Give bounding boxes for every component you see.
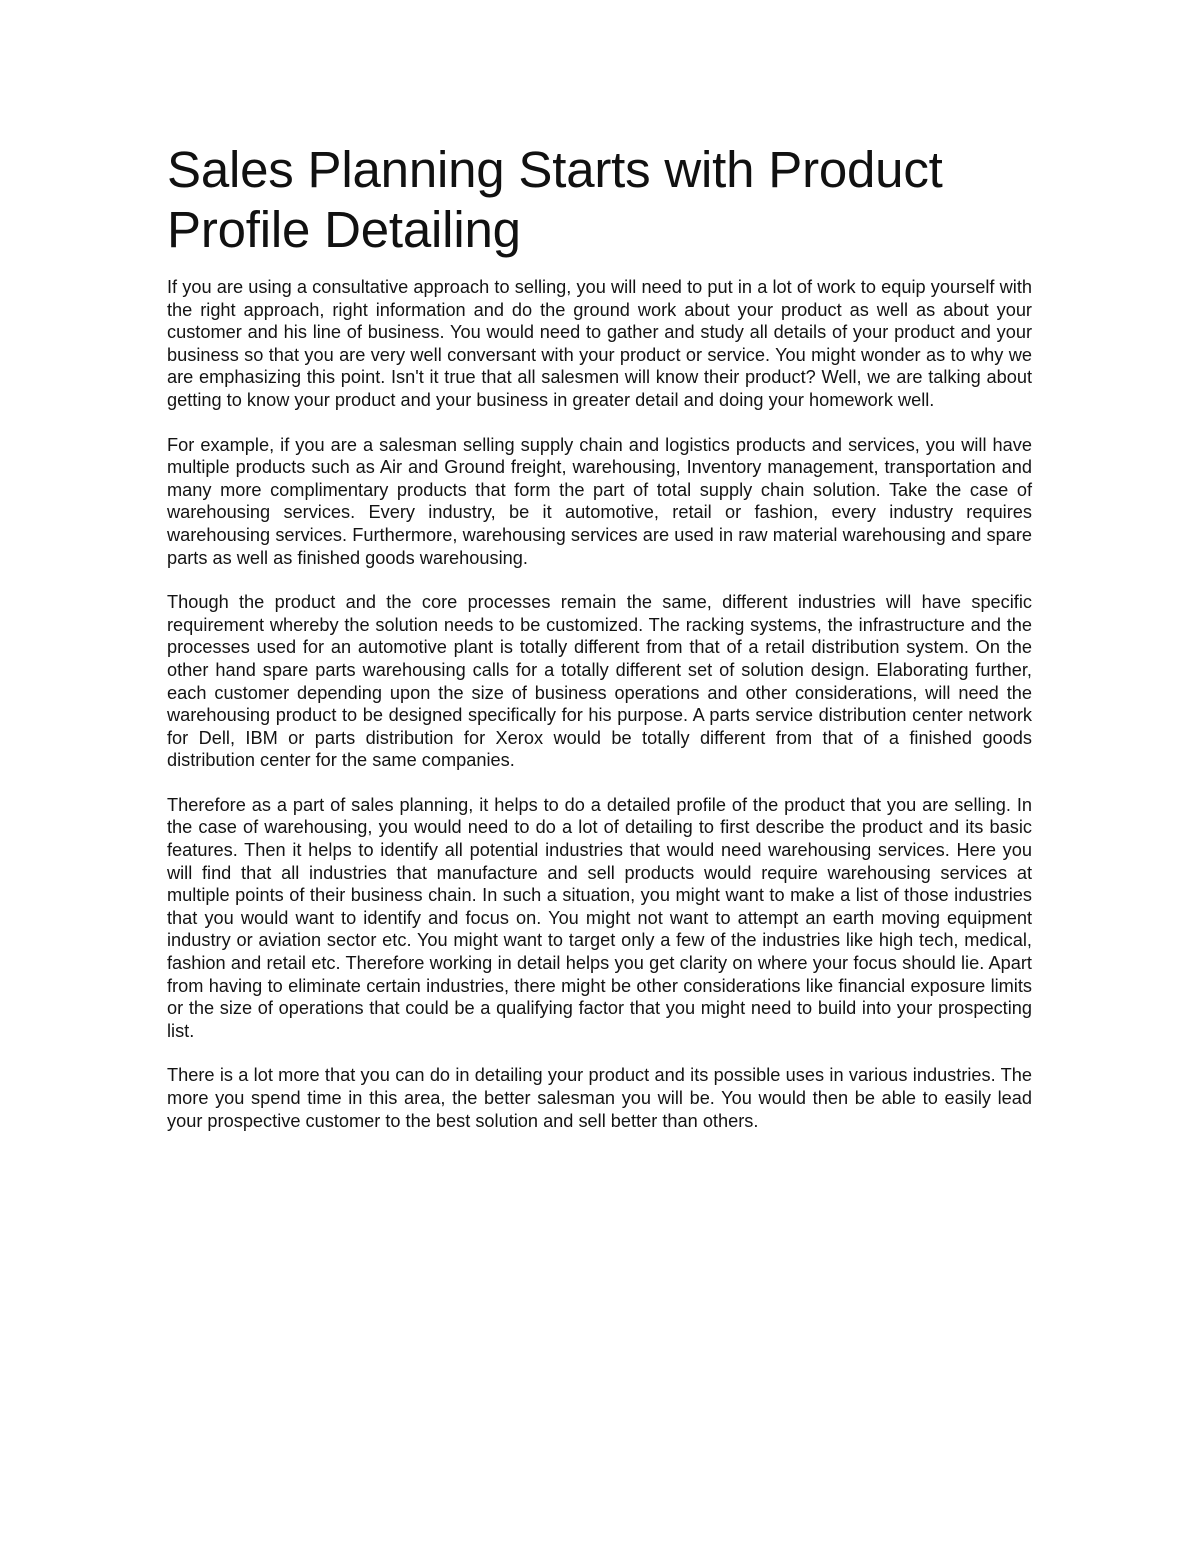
document-body (167, 276, 1032, 1132)
document-title: Sales Planning Starts with Product Profile Detailing (167, 141, 943, 258)
document-page (167, 140, 1032, 1154)
paragraph-1: If you are using a consultative approach to selling, you will need to put in a lot of work to equip yourself with the right approach, right information and do the ground work about your product as well as about your customer and his line of business. You would need to gather and study all details of your product and your business so that you are very well conversant with your product or service. You might wonder as to why we are emphasizing this point. Isn't it true that all salesmen will know their product? Well, we are talking about getting to know your product and your business in greater detail and doing your homework well. (167, 277, 1032, 410)
paragraph-4: Therefore as a part of sales planning, it helps to do a detailed profile of the product that you are selling. In the case of warehousing, you would need to do a lot of detailing to first describe the product and its basic features. Then it helps to identify all potential industries that would need warehousing services. Here you will find that all industries that manufacture and sell products would require warehousing services at multiple points of their business chain. In such a situation, you might want to make a list of those industries that you would want to identify and focus on. You might not want to attempt an earth moving equipment industry or aviation sector etc. You might want to target only a few of the industries like high tech, medical, fashion and retail etc. Therefore working in detail helps you get clarity on where your focus should lie. Apart from having to eliminate certain industries, there might be other considerations like financial exposure limits or the size of operations that could be a qualifying factor that you might need to build into your prospecting list. (167, 794, 1032, 1041)
paragraph-2: For example, if you are a salesman selling supply chain and logistics products and services, you will have multiple products such as Air and Ground freight, warehousing, Inventory management, transportation and many more complimentary products that form the part of total supply chain solution. Take the case of warehousing services. Every industry, be it automotive, retail or fashion, every industry requires warehousing services. Furthermore, warehousing services are used in raw material warehousing and spare parts as well as finished goods warehousing. (167, 434, 1032, 568)
paragraph-5: There is a lot more that you can do in detailing your product and its possible uses in various industries. The more you spend time in this area, the better salesman you will be. You would then be able to easily lead your prospective customer to the best solution and sell better than others. (167, 1065, 1032, 1131)
paragraph-3: Though the product and the core processes remain the same, different industries will have specific requirement whereby the solution needs to be customized. The racking systems, the infrastructure and the processes used for an automotive plant is totally different from that of a retail distribution system. On the other hand spare parts warehousing calls for a totally different set of solution design. Elaborating further, each customer depending upon the size of business operations and other considerations, will need the warehousing product to be designed specifically for his purpose. A parts service distribution center network for Dell, IBM or parts distribution for Xerox would be totally different from that of a finished goods distribution center for the same companies. (167, 592, 1032, 771)
